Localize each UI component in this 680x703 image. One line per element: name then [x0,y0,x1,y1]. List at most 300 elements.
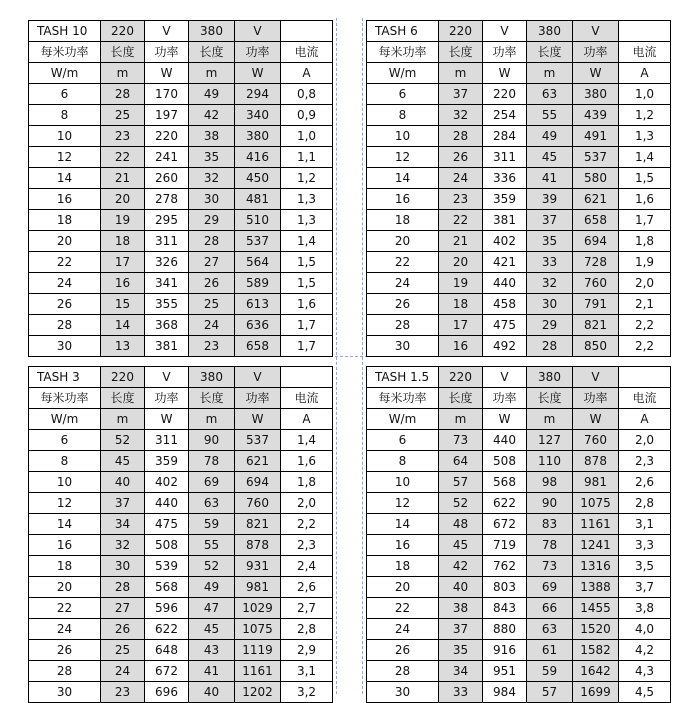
length-380-cell: 127 [527,430,573,451]
length-220-cell: 21 [101,168,145,189]
current-cell: 1,0 [281,126,333,147]
current-cell: 2,9 [281,640,333,661]
table-row [367,619,671,640]
current-cell: 1,7 [281,336,333,357]
table-row [29,168,333,189]
length-220-cell: 28 [439,126,483,147]
current-cell: 0,8 [281,84,333,105]
length-220-cell: 32 [439,105,483,126]
per-meter-power-cell: 18 [29,210,101,231]
unit-row [29,63,333,84]
unit-m-380: m [527,63,573,84]
header-blank-cell [619,367,671,388]
table-row [29,556,333,577]
power-220-cell: 311 [145,231,189,252]
table-row [367,294,671,315]
power-220-cell: 622 [483,493,527,514]
current-cell: 3,8 [619,598,671,619]
current-cell: 1,3 [281,189,333,210]
per-meter-power-cell: 12 [29,147,101,168]
power-380-cell: 481 [235,189,281,210]
length-380-cell: 63 [189,493,235,514]
unit-w-380: W [235,63,281,84]
power-380-cell: 981 [573,472,619,493]
length-220-cell: 17 [101,252,145,273]
power-380-cell: 380 [573,84,619,105]
length-380-cell: 78 [527,535,573,556]
per-meter-power-cell: 16 [29,189,101,210]
table-row [367,661,671,682]
power-220-cell: 672 [145,661,189,682]
voltage-380-unit: V [235,367,281,388]
power-220-cell: 458 [483,294,527,315]
voltage-header-row [367,21,671,42]
per-meter-power-cell: 30 [29,336,101,357]
power-220-cell: 241 [145,147,189,168]
current-header: 电流 [281,388,333,409]
power-220-cell: 284 [483,126,527,147]
per-meter-power-cell: 26 [367,294,439,315]
power-380-cell: 564 [235,252,281,273]
length-220-cell: 28 [101,577,145,598]
power-380-cell: 621 [573,189,619,210]
power-220-cell: 368 [145,315,189,336]
voltage-220-unit: V [145,367,189,388]
length-220-cell: 25 [101,640,145,661]
per-meter-power-cell: 22 [367,598,439,619]
power-380-cell: 621 [235,451,281,472]
current-cell: 1,5 [619,168,671,189]
current-cell: 1,6 [281,451,333,472]
length-380-cell: 90 [189,430,235,451]
power-380-cell: 1455 [573,598,619,619]
power-220-cell: 278 [145,189,189,210]
length-380-cell: 29 [189,210,235,231]
table-row [367,189,671,210]
per-meter-power-cell: 20 [29,577,101,598]
power-220-cell: 508 [483,451,527,472]
current-cell: 2,0 [281,493,333,514]
power-380-cell: 658 [235,336,281,357]
power-380-header: 功率 [573,388,619,409]
length-220-cell: 19 [101,210,145,231]
current-cell: 1,6 [281,294,333,315]
per-meter-power-cell: 24 [367,619,439,640]
power-220-header: 功率 [483,388,527,409]
length-380-cell: 83 [527,514,573,535]
length-220-cell: 26 [439,147,483,168]
per-meter-power-cell: 10 [29,472,101,493]
current-cell: 2,0 [619,430,671,451]
table-row [29,294,333,315]
power-220-cell: 475 [483,315,527,336]
per-meter-power-cell: 12 [367,147,439,168]
current-cell: 4,5 [619,682,671,703]
spec-table-tash-10 [28,20,333,357]
per-meter-power-cell: 6 [29,430,101,451]
length-220-cell: 15 [101,294,145,315]
power-220-cell: 336 [483,168,527,189]
table-row [29,472,333,493]
power-220-cell: 402 [483,231,527,252]
length-380-cell: 57 [527,682,573,703]
length-220-cell: 23 [101,126,145,147]
length-380-cell: 24 [189,315,235,336]
table-title: TASH 3 [29,367,101,388]
per-meter-power-header: 每米功率 [29,388,101,409]
voltage-220-value: 220 [101,367,145,388]
length-380-cell: 49 [189,84,235,105]
current-header: 电流 [619,388,671,409]
length-380-cell: 27 [189,252,235,273]
table-row [29,231,333,252]
power-380-cell: 981 [235,577,281,598]
table-row [367,336,671,357]
power-380-cell: 1075 [235,619,281,640]
table-row [29,252,333,273]
length-220-cell: 40 [439,577,483,598]
unit-w-220: W [483,409,527,430]
per-meter-power-cell: 10 [367,472,439,493]
per-meter-power-cell: 18 [367,556,439,577]
power-220-cell: 440 [145,493,189,514]
voltage-header-row [29,21,333,42]
power-220-cell: 311 [145,430,189,451]
power-380-cell: 760 [573,273,619,294]
power-220-cell: 220 [145,126,189,147]
table-row [29,661,333,682]
per-meter-power-cell: 16 [367,189,439,210]
length-380-cell: 73 [527,556,573,577]
length-220-cell: 19 [439,273,483,294]
length-220-cell: 17 [439,315,483,336]
length-220-cell: 64 [439,451,483,472]
length-380-cell: 30 [189,189,235,210]
table-row [367,168,671,189]
voltage-header-row [367,367,671,388]
voltage-380-value: 380 [527,21,573,42]
per-meter-power-cell: 14 [367,168,439,189]
voltage-380-unit: V [235,21,281,42]
power-220-cell: 381 [483,210,527,231]
per-meter-power-cell: 10 [367,126,439,147]
length-380-cell: 32 [189,168,235,189]
table-row [367,105,671,126]
power-380-header: 功率 [573,42,619,63]
length-220-cell: 27 [101,598,145,619]
per-meter-power-cell: 28 [367,315,439,336]
per-meter-power-cell: 8 [29,451,101,472]
length-220-cell: 38 [439,598,483,619]
table-row [367,430,671,451]
power-220-cell: 596 [145,598,189,619]
per-meter-power-cell: 10 [29,126,101,147]
power-220-cell: 916 [483,640,527,661]
unit-w-220: W [483,63,527,84]
power-380-cell: 450 [235,168,281,189]
power-380-cell: 878 [235,535,281,556]
length-220-cell: 13 [101,336,145,357]
table-row [367,577,671,598]
length-380-cell: 45 [189,619,235,640]
length-220-cell: 22 [439,210,483,231]
power-220-cell: 762 [483,556,527,577]
unit-w-380: W [573,409,619,430]
length-220-header: 长度 [439,42,483,63]
length-380-cell: 59 [527,661,573,682]
per-meter-power-cell: 26 [29,640,101,661]
power-220-cell: 539 [145,556,189,577]
length-220-header: 长度 [101,388,145,409]
per-meter-power-cell: 28 [367,661,439,682]
length-380-cell: 40 [189,682,235,703]
length-220-cell: 73 [439,430,483,451]
length-220-cell: 30 [101,556,145,577]
power-220-cell: 803 [483,577,527,598]
current-cell: 1,3 [281,210,333,231]
power-380-cell: 1582 [573,640,619,661]
length-220-cell: 14 [101,315,145,336]
header-blank-cell [619,21,671,42]
length-380-cell: 23 [189,336,235,357]
current-cell: 1,6 [619,189,671,210]
length-380-cell: 110 [527,451,573,472]
table-row [29,493,333,514]
power-220-cell: 254 [483,105,527,126]
current-cell: 1,5 [281,252,333,273]
power-220-cell: 197 [145,105,189,126]
voltage-220-value: 220 [101,21,145,42]
length-380-cell: 52 [189,556,235,577]
length-220-cell: 20 [101,189,145,210]
column-header-row [29,388,333,409]
current-cell: 1,2 [619,105,671,126]
per-meter-power-cell: 22 [29,598,101,619]
table-row [367,451,671,472]
length-220-cell: 21 [439,231,483,252]
current-cell: 1,9 [619,252,671,273]
length-220-cell: 34 [101,514,145,535]
table-row [29,336,333,357]
table-row [29,210,333,231]
power-220-cell: 648 [145,640,189,661]
table-row [367,252,671,273]
voltage-380-value: 380 [189,21,235,42]
current-cell: 4,0 [619,619,671,640]
per-meter-power-header: 每米功率 [29,42,101,63]
length-380-cell: 63 [527,84,573,105]
unit-w-380: W [573,63,619,84]
power-380-cell: 439 [573,105,619,126]
table-row [29,315,333,336]
power-220-cell: 568 [483,472,527,493]
table-row [367,210,671,231]
length-220-cell: 52 [439,493,483,514]
table-row [29,147,333,168]
length-380-header: 长度 [189,42,235,63]
length-220-cell: 23 [101,682,145,703]
table-row [367,315,671,336]
power-380-cell: 340 [235,105,281,126]
table-row [29,577,333,598]
power-380-cell: 491 [573,126,619,147]
current-cell: 1,4 [619,147,671,168]
per-meter-power-cell: 6 [367,84,439,105]
current-cell: 2,2 [619,336,671,357]
per-meter-power-cell: 6 [29,84,101,105]
per-meter-power-cell: 12 [367,493,439,514]
length-380-cell: 47 [189,598,235,619]
table-row [29,598,333,619]
per-meter-power-cell: 26 [367,640,439,661]
column-header-row [367,42,671,63]
power-220-cell: 359 [483,189,527,210]
per-meter-power-cell: 28 [29,661,101,682]
header-blank-cell [281,21,333,42]
current-cell: 1,3 [619,126,671,147]
current-cell: 2,4 [281,556,333,577]
current-cell: 2,7 [281,598,333,619]
power-220-header: 功率 [145,388,189,409]
power-380-cell: 760 [235,493,281,514]
length-380-cell: 69 [527,577,573,598]
per-meter-power-cell: 24 [29,619,101,640]
length-380-cell: 37 [527,210,573,231]
power-380-cell: 510 [235,210,281,231]
unit-m-380: m [527,409,573,430]
length-220-header: 长度 [439,388,483,409]
unit-m-220: m [439,409,483,430]
power-220-cell: 951 [483,661,527,682]
per-meter-power-cell: 24 [367,273,439,294]
spec-table-tash-6 [366,20,671,357]
length-220-cell: 42 [439,556,483,577]
table-row [367,126,671,147]
power-380-cell: 850 [573,336,619,357]
column-header-row [29,42,333,63]
table-row [29,273,333,294]
length-380-cell: 43 [189,640,235,661]
length-220-cell: 37 [439,619,483,640]
current-cell: 4,3 [619,661,671,682]
per-meter-power-cell: 22 [367,252,439,273]
table-row [29,84,333,105]
unit-m-220: m [101,63,145,84]
length-380-cell: 59 [189,514,235,535]
power-380-cell: 537 [235,430,281,451]
voltage-220-value: 220 [439,367,483,388]
unit-w-220: W [145,63,189,84]
power-380-cell: 658 [573,210,619,231]
power-380-cell: 580 [573,168,619,189]
current-cell: 1,0 [619,84,671,105]
per-meter-power-cell: 6 [367,430,439,451]
power-220-cell: 475 [145,514,189,535]
length-380-header: 长度 [189,388,235,409]
power-220-cell: 440 [483,273,527,294]
table-row [367,231,671,252]
length-220-cell: 25 [101,105,145,126]
length-380-cell: 35 [189,147,235,168]
length-220-cell: 20 [439,252,483,273]
table-row [367,84,671,105]
unit-m-220: m [439,63,483,84]
power-220-cell: 421 [483,252,527,273]
spec-table-tash-1-5 [366,366,671,703]
length-220-cell: 28 [101,84,145,105]
unit-m-220: m [101,409,145,430]
current-cell: 3,1 [281,661,333,682]
power-220-cell: 508 [145,535,189,556]
length-220-cell: 37 [101,493,145,514]
table-row [367,640,671,661]
table-title: TASH 1.5 [367,367,439,388]
table-row [367,472,671,493]
power-220-cell: 672 [483,514,527,535]
table-row [367,147,671,168]
table-row [29,682,333,703]
power-220-cell: 984 [483,682,527,703]
current-cell: 2,8 [281,619,333,640]
length-380-cell: 61 [527,640,573,661]
current-cell: 1,1 [281,147,333,168]
voltage-220-unit: V [483,367,527,388]
unit-m-380: m [189,63,235,84]
length-220-cell: 26 [101,619,145,640]
length-380-cell: 49 [527,126,573,147]
length-380-cell: 33 [527,252,573,273]
power-220-cell: 326 [145,252,189,273]
power-380-cell: 1699 [573,682,619,703]
per-meter-power-cell: 14 [367,514,439,535]
per-meter-power-cell: 18 [367,210,439,231]
per-meter-power-cell: 14 [29,168,101,189]
length-380-header: 长度 [527,42,573,63]
per-meter-power-cell: 16 [367,535,439,556]
power-220-cell: 402 [145,472,189,493]
current-cell: 2,6 [281,577,333,598]
current-cell: 2,2 [619,315,671,336]
length-380-cell: 69 [189,472,235,493]
spec-table-tash-3 [28,366,333,703]
power-380-cell: 1161 [573,514,619,535]
power-380-cell: 791 [573,294,619,315]
current-cell: 4,2 [619,640,671,661]
current-header: 电流 [281,42,333,63]
length-220-cell: 24 [439,168,483,189]
length-220-cell: 45 [439,535,483,556]
voltage-header-row [29,367,333,388]
table-row [367,535,671,556]
length-380-cell: 28 [189,231,235,252]
per-meter-power-cell: 20 [29,231,101,252]
unit-wm: W/m [367,63,439,84]
power-220-cell: 381 [145,336,189,357]
length-220-cell: 34 [439,661,483,682]
header-blank-cell [281,367,333,388]
power-380-cell: 613 [235,294,281,315]
power-380-cell: 636 [235,315,281,336]
power-220-cell: 492 [483,336,527,357]
table-row [29,105,333,126]
per-meter-power-cell: 12 [29,493,101,514]
length-220-cell: 35 [439,640,483,661]
per-meter-power-cell: 8 [367,451,439,472]
table-row [29,126,333,147]
voltage-220-unit: V [145,21,189,42]
power-380-cell: 1642 [573,661,619,682]
per-meter-power-cell: 24 [29,273,101,294]
